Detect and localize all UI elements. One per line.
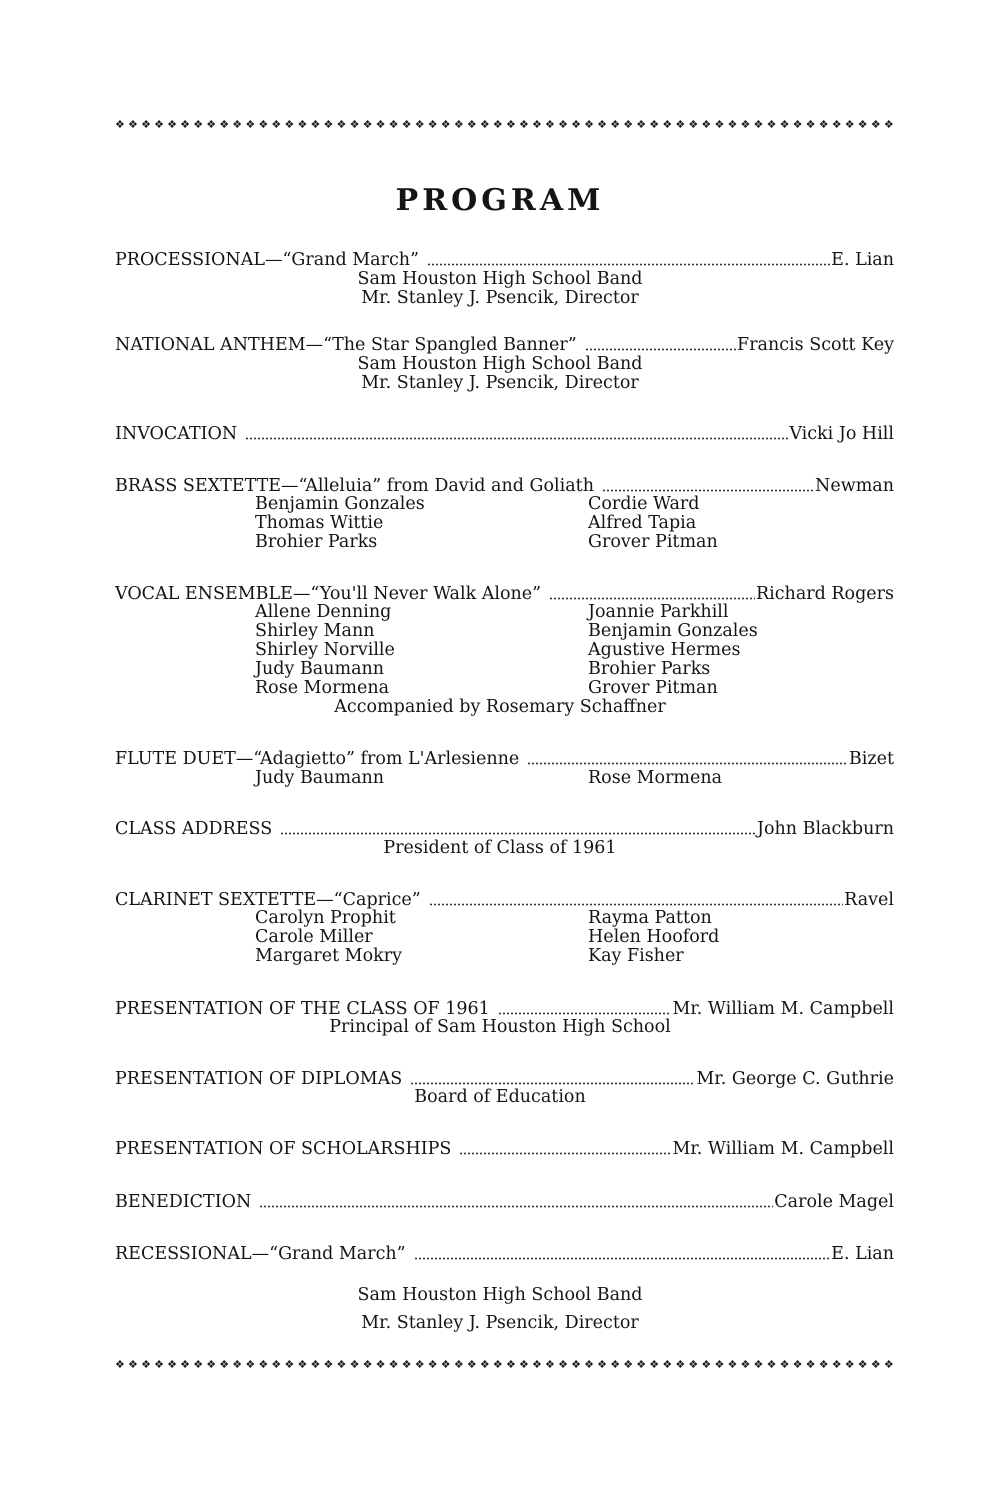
ornament-glyph: ❖ xyxy=(558,1358,568,1371)
performer-name: Rayma Patton xyxy=(588,908,712,928)
item-detail: President of Class of 1961 xyxy=(383,838,617,858)
item-title: PROCESSIONAL—“Grand March” xyxy=(115,250,419,270)
item-performer: E. Lian xyxy=(831,250,894,270)
ornament-glyph: ❖ xyxy=(532,1358,542,1371)
performer-name: Helen Hooford xyxy=(588,927,720,947)
performer-name: Brohier Parks xyxy=(255,532,378,552)
ornament-glyph: ❖ xyxy=(883,1358,894,1371)
ornament-glyph: ❖ xyxy=(792,118,803,131)
dot-leader xyxy=(280,832,756,835)
ornament-glyph: ❖ xyxy=(115,118,125,131)
ornament-glyph: ❖ xyxy=(714,1358,725,1371)
item-title: FLUTE DUET—“Adagietto” from L'Arlesienne xyxy=(115,749,520,769)
ornament-glyph: ❖ xyxy=(688,118,699,131)
ornament-glyph: ❖ xyxy=(284,118,295,131)
dot-leader xyxy=(459,1152,671,1155)
ornament-glyph: ❖ xyxy=(714,118,725,131)
ornament-glyph: ❖ xyxy=(584,118,594,131)
performer-name: Grover Pitman xyxy=(588,532,718,552)
ornament-glyph: ❖ xyxy=(349,1358,360,1371)
ornament-glyph: ❖ xyxy=(766,118,777,131)
dot-leader xyxy=(498,1012,672,1015)
item-performer: Carole Magel xyxy=(774,1192,894,1212)
item-title: BENEDICTION xyxy=(115,1192,252,1212)
item-title: BRASS SEXTETTE—“Alleluia” from David and Goliath xyxy=(115,476,594,496)
ornament-glyph: ❖ xyxy=(662,118,673,131)
item-title: INVOCATION xyxy=(115,424,238,444)
performer-name: Kay Fisher xyxy=(588,946,684,966)
accompaniment-note: Accompanied by Rosemary Schaffner xyxy=(334,697,666,717)
dot-leader xyxy=(527,762,848,765)
ornament-glyph: ❖ xyxy=(831,118,842,131)
ornamental-border-top xyxy=(115,118,894,132)
ornament-glyph: ❖ xyxy=(753,1358,764,1371)
item-detail: Principal of Sam Houston High School xyxy=(329,1017,671,1037)
ornament-glyph: ❖ xyxy=(610,118,621,131)
ornament-glyph: ❖ xyxy=(545,1358,555,1371)
ornament-glyph: ❖ xyxy=(362,1358,373,1371)
ornament-glyph: ❖ xyxy=(597,1358,608,1371)
ornament-glyph: ❖ xyxy=(323,118,334,131)
ornament-glyph: ❖ xyxy=(401,1358,412,1371)
page-title: PROGRAM xyxy=(395,183,605,218)
item-detail: Mr. Stanley J. Psencik, Director xyxy=(361,288,639,308)
item-detail: Mr. Stanley J. Psencik, Director xyxy=(361,1313,639,1333)
dot-leader xyxy=(259,1205,773,1208)
ornament-glyph: ❖ xyxy=(245,1358,256,1371)
ornament-glyph: ❖ xyxy=(558,118,568,131)
ornament-glyph: ❖ xyxy=(453,1358,464,1371)
program-item-scholarships xyxy=(115,1138,894,1160)
dot-leader xyxy=(549,597,755,600)
program-item-brass-sextette xyxy=(115,475,894,497)
ornament-glyph: ❖ xyxy=(336,1358,347,1371)
ornament-glyph: ❖ xyxy=(545,118,555,131)
ornament-glyph: ❖ xyxy=(284,1358,295,1371)
performer-name: Cordie Ward xyxy=(588,494,700,514)
dot-leader xyxy=(245,437,788,440)
performer-name: Thomas Wittie xyxy=(255,513,384,533)
dot-leader xyxy=(410,1082,695,1085)
ornament-glyph: ❖ xyxy=(440,1358,451,1371)
performer-name: Shirley Norville xyxy=(255,640,395,660)
ornament-glyph: ❖ xyxy=(453,118,464,131)
ornament-glyph: ❖ xyxy=(219,1358,230,1371)
performer-name: Benjamin Gonzales xyxy=(255,494,425,514)
item-performer: Mr. William M. Campbell xyxy=(672,999,894,1019)
performer-name: Grover Pitman xyxy=(588,678,718,698)
ornament-glyph: ❖ xyxy=(571,1358,581,1371)
performer-name: Brohier Parks xyxy=(588,659,711,679)
performer-name: Alfred Tapia xyxy=(588,513,697,533)
ornament-glyph: ❖ xyxy=(167,1358,177,1371)
ornament-glyph: ❖ xyxy=(805,1358,816,1371)
ornament-glyph: ❖ xyxy=(180,118,191,131)
ornament-glyph: ❖ xyxy=(753,118,764,131)
ornament-glyph: ❖ xyxy=(623,1358,634,1371)
item-title: RECESSIONAL—“Grand March” xyxy=(115,1244,406,1264)
performer-name: Allene Denning xyxy=(255,602,392,622)
ornament-glyph: ❖ xyxy=(414,118,425,131)
ornament-glyph: ❖ xyxy=(831,1358,842,1371)
ornament-glyph: ❖ xyxy=(779,118,790,131)
ornament-glyph: ❖ xyxy=(675,118,686,131)
ornament-glyph: ❖ xyxy=(740,1358,751,1371)
ornament-glyph: ❖ xyxy=(492,1358,503,1371)
item-performer: E. Lian xyxy=(831,1244,894,1264)
ornament-glyph: ❖ xyxy=(505,1358,516,1371)
ornament-glyph: ❖ xyxy=(258,1358,269,1371)
ornament-glyph: ❖ xyxy=(297,1358,308,1371)
ornament-glyph: ❖ xyxy=(180,1358,191,1371)
ornament-glyph: ❖ xyxy=(115,1358,125,1371)
program-item-processional xyxy=(115,249,894,271)
item-detail: Board of Education xyxy=(414,1087,586,1107)
program-item-benediction xyxy=(115,1191,894,1213)
program-item-recessional xyxy=(115,1243,894,1265)
performer-name: Agustive Hermes xyxy=(588,640,741,660)
ornament-glyph: ❖ xyxy=(271,118,282,131)
ornament-glyph: ❖ xyxy=(193,118,204,131)
ornament-glyph: ❖ xyxy=(597,118,608,131)
ornament-glyph: ❖ xyxy=(401,118,412,131)
item-detail: Sam Houston High School Band xyxy=(357,354,643,374)
item-performer: John Blackburn xyxy=(756,819,894,839)
ornament-glyph: ❖ xyxy=(232,118,243,131)
ornament-glyph: ❖ xyxy=(518,1358,529,1371)
ornament-glyph: ❖ xyxy=(206,118,217,131)
ornament-glyph: ❖ xyxy=(479,1358,490,1371)
ornamental-border-bottom xyxy=(115,1358,894,1372)
ornament-glyph: ❖ xyxy=(154,118,164,131)
ornament-glyph: ❖ xyxy=(766,1358,777,1371)
ornament-glyph: ❖ xyxy=(388,118,399,131)
dot-leader xyxy=(414,1257,831,1260)
ornament-glyph: ❖ xyxy=(466,118,477,131)
program-item-flute-duet xyxy=(115,748,894,770)
ornament-glyph: ❖ xyxy=(167,118,177,131)
ornament-glyph: ❖ xyxy=(193,1358,204,1371)
performer-name: Judy Baumann xyxy=(255,768,385,788)
ornament-glyph: ❖ xyxy=(388,1358,399,1371)
item-performer: Vicki Jo Hill xyxy=(789,424,894,444)
ornament-glyph: ❖ xyxy=(636,118,647,131)
ornament-glyph: ❖ xyxy=(271,1358,282,1371)
ornament-glyph: ❖ xyxy=(258,118,269,131)
ornament-glyph: ❖ xyxy=(154,1358,164,1371)
ornament-glyph: ❖ xyxy=(792,1358,803,1371)
ornament-glyph: ❖ xyxy=(440,118,451,131)
ornament-glyph: ❖ xyxy=(297,118,308,131)
ornament-glyph: ❖ xyxy=(870,1358,881,1371)
ornament-glyph: ❖ xyxy=(805,118,816,131)
ornament-glyph: ❖ xyxy=(857,118,868,131)
dot-leader xyxy=(602,489,814,492)
ornament-glyph: ❖ xyxy=(427,1358,438,1371)
ornament-glyph: ❖ xyxy=(492,118,503,131)
item-performer: Bizet xyxy=(848,749,894,769)
performer-name: Judy Baumann xyxy=(255,659,385,679)
ornament-glyph: ❖ xyxy=(323,1358,334,1371)
ornament-glyph: ❖ xyxy=(883,118,894,131)
ornament-glyph: ❖ xyxy=(219,118,230,131)
ornament-glyph: ❖ xyxy=(844,1358,855,1371)
dot-leader xyxy=(585,348,736,351)
ornament-glyph: ❖ xyxy=(518,118,529,131)
program-item-anthem xyxy=(115,334,894,356)
performer-name: Rose Mormena xyxy=(255,678,390,698)
ornament-glyph: ❖ xyxy=(128,1358,138,1371)
item-title: VOCAL ENSEMBLE—“You'll Never Walk Alone” xyxy=(115,584,542,604)
ornament-glyph: ❖ xyxy=(571,118,581,131)
ornament-glyph: ❖ xyxy=(857,1358,868,1371)
performer-name: Carole Miller xyxy=(255,927,373,947)
ornament-glyph: ❖ xyxy=(623,118,634,131)
ornament-glyph: ❖ xyxy=(310,118,321,131)
ornament-glyph: ❖ xyxy=(141,118,151,131)
dot-leader xyxy=(427,263,830,266)
performer-name: Joannie Parkhill xyxy=(588,602,729,622)
ornament-glyph: ❖ xyxy=(349,118,360,131)
ornament-glyph: ❖ xyxy=(310,1358,321,1371)
item-detail: Mr. Stanley J. Psencik, Director xyxy=(361,373,639,393)
ornament-glyph: ❖ xyxy=(466,1358,477,1371)
ornament-glyph: ❖ xyxy=(870,118,881,131)
ornament-glyph: ❖ xyxy=(844,118,855,131)
ornament-glyph: ❖ xyxy=(532,118,542,131)
performer-name: Margaret Mokry xyxy=(255,946,402,966)
ornament-glyph: ❖ xyxy=(584,1358,594,1371)
ornament-glyph: ❖ xyxy=(688,1358,699,1371)
performer-name: Rose Mormena xyxy=(588,768,723,788)
ornament-glyph: ❖ xyxy=(818,118,829,131)
ornament-glyph: ❖ xyxy=(610,1358,621,1371)
item-performer: Newman xyxy=(815,476,894,496)
ornament-glyph: ❖ xyxy=(675,1358,686,1371)
item-performer: Ravel xyxy=(844,890,894,910)
ornament-glyph: ❖ xyxy=(362,118,373,131)
performer-name: Shirley Mann xyxy=(255,621,375,641)
ornament-glyph: ❖ xyxy=(701,118,712,131)
ornament-glyph: ❖ xyxy=(375,1358,386,1371)
ornament-glyph: ❖ xyxy=(779,1358,790,1371)
dot-leader xyxy=(429,903,843,906)
ornament-glyph: ❖ xyxy=(505,118,516,131)
ornament-glyph: ❖ xyxy=(636,1358,647,1371)
ornament-glyph: ❖ xyxy=(206,1358,217,1371)
program-item-vocal-ensemble xyxy=(115,583,894,605)
program-item-invocation xyxy=(115,423,894,445)
item-title: PRESENTATION OF THE CLASS OF 1961 xyxy=(115,999,490,1019)
ornament-glyph: ❖ xyxy=(727,1358,738,1371)
ornament-glyph: ❖ xyxy=(128,118,138,131)
program-item-class-address xyxy=(115,818,894,840)
ornament-glyph: ❖ xyxy=(727,118,738,131)
item-performer: Francis Scott Key xyxy=(737,335,894,355)
ornament-glyph: ❖ xyxy=(414,1358,425,1371)
performer-name: Benjamin Gonzales xyxy=(588,621,758,641)
item-title: PRESENTATION OF DIPLOMAS xyxy=(115,1069,403,1089)
program-item-clarinet-sextette xyxy=(115,889,894,911)
ornament-glyph: ❖ xyxy=(701,1358,712,1371)
ornament-glyph: ❖ xyxy=(336,118,347,131)
ornament-glyph: ❖ xyxy=(740,118,751,131)
item-detail: Sam Houston High School Band xyxy=(357,1285,643,1305)
ornament-glyph: ❖ xyxy=(662,1358,673,1371)
item-title: NATIONAL ANTHEM—“The Star Spangled Banner” xyxy=(115,335,577,355)
ornament-glyph: ❖ xyxy=(375,118,386,131)
ornament-glyph: ❖ xyxy=(232,1358,243,1371)
ornament-glyph: ❖ xyxy=(245,118,256,131)
item-title: CLASS ADDRESS xyxy=(115,819,273,839)
item-detail: Sam Houston High School Band xyxy=(357,269,643,289)
ornament-glyph: ❖ xyxy=(649,1358,660,1371)
item-performer: Mr. William M. Campbell xyxy=(672,1139,894,1159)
ornament-glyph: ❖ xyxy=(479,118,490,131)
item-title: PRESENTATION OF SCHOLARSHIPS xyxy=(115,1139,452,1159)
item-performer: Mr. George C. Guthrie xyxy=(696,1069,894,1089)
ornament-glyph: ❖ xyxy=(818,1358,829,1371)
performer-name: Carolyn Prophit xyxy=(255,908,396,928)
ornament-glyph: ❖ xyxy=(427,118,438,131)
item-performer: Richard Rogers xyxy=(755,584,894,604)
ornament-glyph: ❖ xyxy=(649,118,660,131)
item-title: CLARINET SEXTETTE—“Caprice” xyxy=(115,890,421,910)
ornament-glyph: ❖ xyxy=(141,1358,151,1371)
